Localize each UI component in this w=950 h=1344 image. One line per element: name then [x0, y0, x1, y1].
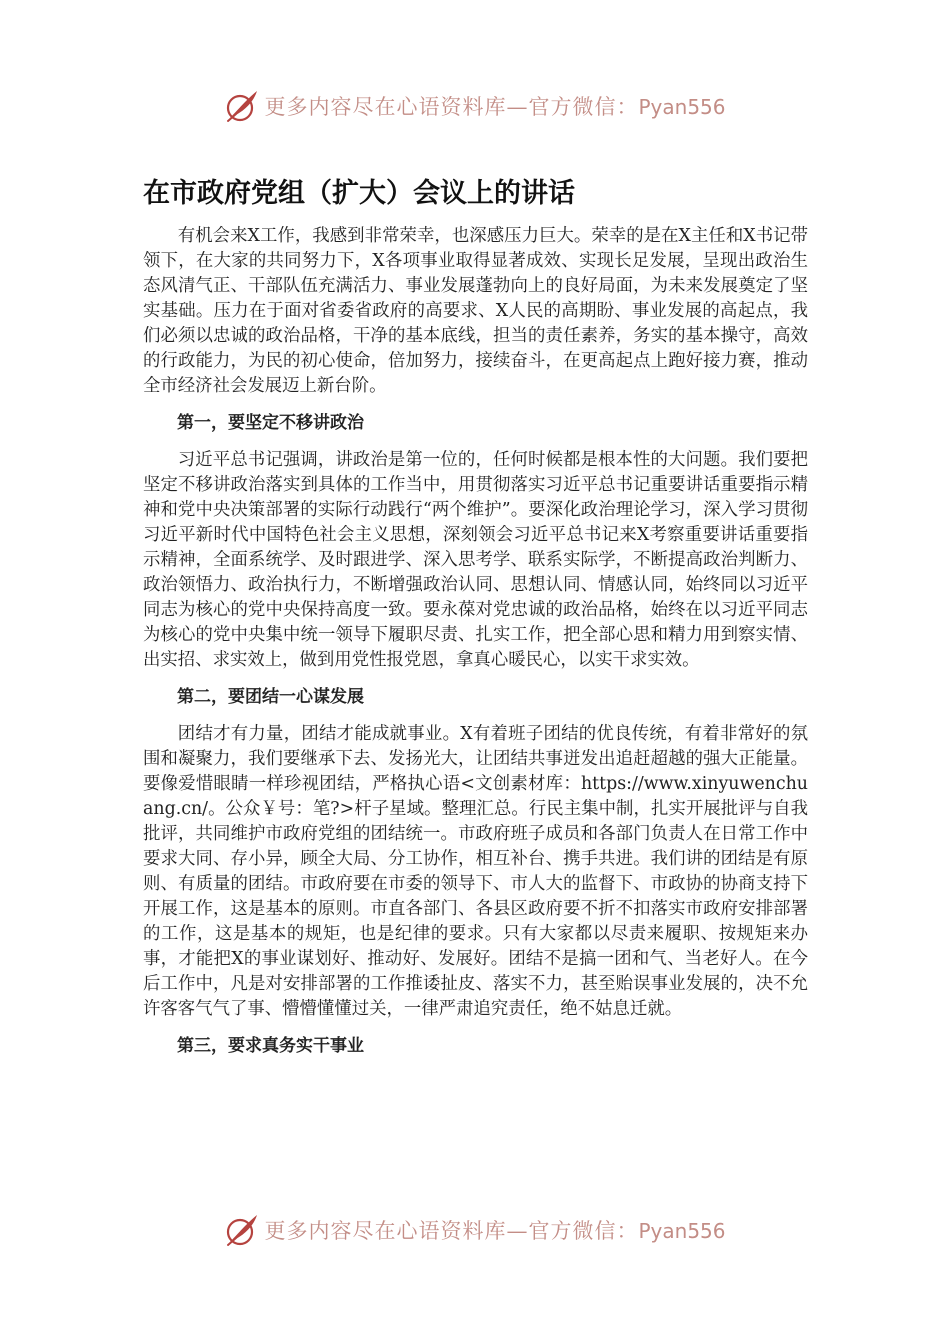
- footer-banner-text: [264, 1215, 725, 1245]
- header-banner: [0, 86, 950, 126]
- section-1-heading: 第一，要坚定不移讲政治: [177, 413, 364, 433]
- quill-pen-logo-icon: [224, 88, 260, 124]
- header-banner-label: 更多内容尽在心语资料库—官方微信：: [264, 95, 639, 119]
- intro-paragraph: 有机会来X工作，我感到非常荣幸，也深感压力巨大。荣幸的是在X主任和X书记带领下，在大家的共同努力下，X各项事业取得显著成效、实现长足发展，呈现出政治生态风清气正、干部队伍充满活力、事业发展蓬勃向上的良好局面，为未来发展奠定了坚实基础。压力在于面对省委省政府的高要求、X人民的高期盼、事业发展的高起点，我们必须以忠诚的政治品格，干净的基本底线，担当的责任素养，务实的基本操守，高效的行政能力，为民的初心使命，倍加努力，接续奋斗，在更高起点上跑好接力赛，推动全市经济社会发展迈上新台阶。: [143, 226, 808, 396]
- section-3-heading: 第三，要求真务实干事业: [177, 1036, 364, 1056]
- document-body: [143, 172, 808, 1071]
- header-wechat-id: Pyan556: [638, 95, 726, 119]
- section-2-paragraph: 团结才有力量，团结才能成就事业。X有着班子团结的优良传统，有着非常好的氛围和凝聚力，我们要继承下去、发扬光大，让团结共事迸发出追赶超越的强大正能量。要像爱惜眼睛一样珍视团结，严格执心语<文创素材库：https://www.xinyuwenchuang.cn/。公众￥号：笔?>杆子星域。整理汇总。行民主集中制，扎实开展批评与自我批评，共同维护市政府党组的团结统一。市政府班子成员和各部门负责人在日常工作中要求大同、存小异，顾全大局、分工协作，相互补台、携手共进。我们讲的团结是有原则、有质量的团结。市政府要在市委的领导下、市人大的监督下、市政协的协商支持下开展工作，这是基本的原则。市直各部门、各县区政府要不折不扣落实市政府安排部署的工作，这是基本的规矩，也是纪律的要求。只有大家都以尽责来履职、按规矩来办事，才能把X的事业谋划好、推动好、发展好。团结不是搞一团和气、当老好人。在今后工作中，凡是对安排部署的工作推诿扯皮、落实不力，甚至贻误事业发展的，决不允许客客气气了事、懵懵懂懂过关，一律严肃追究责任，绝不姑息迁就。: [143, 724, 808, 1019]
- footer-banner: [0, 1210, 950, 1250]
- section-2-heading: 第二，要团结一心谋发展: [177, 687, 364, 707]
- footer-banner-label: 更多内容尽在心语资料库—官方微信：: [264, 1219, 639, 1243]
- footer-wechat-id: Pyan556: [638, 1219, 726, 1243]
- section-1-paragraph: 习近平总书记强调，讲政治是第一位的，任何时候都是根本性的大问题。我们要把坚定不移讲政治落实到具体的工作当中，用贯彻落实习近平总书记重要讲话重要指示精神和党中央决策部署的实际行动践行“两个维护”。要深化政治理论学习，深入学习贯彻习近平新时代中国特色社会主义思想，深刻领会习近平总书记来X考察重要讲话重要指示精神，全面系统学、及时跟进学、深入思考学、联系实际学，不断提高政治判断力、政治领悟力、政治执行力，不断增强政治认同、思想认同、情感认同，始终同以习近平同志为核心的党中央保持高度一致。要永葆对党忠诚的政治品格，始终在以习近平同志为核心的党中央集中统一领导下履职尽责、扎实工作，把全部心思和精力用到察实情、出实招、求实效上，做到用党性报党恩，拿真心暖民心，以实干求实效。: [143, 450, 808, 670]
- quill-pen-logo-icon: [224, 1212, 260, 1248]
- header-banner-content: [224, 88, 725, 124]
- page-title: 在市政府党组（扩大）会议上的讲话: [143, 178, 575, 209]
- header-banner-text: [264, 91, 725, 121]
- footer-banner-content: [224, 1212, 725, 1248]
